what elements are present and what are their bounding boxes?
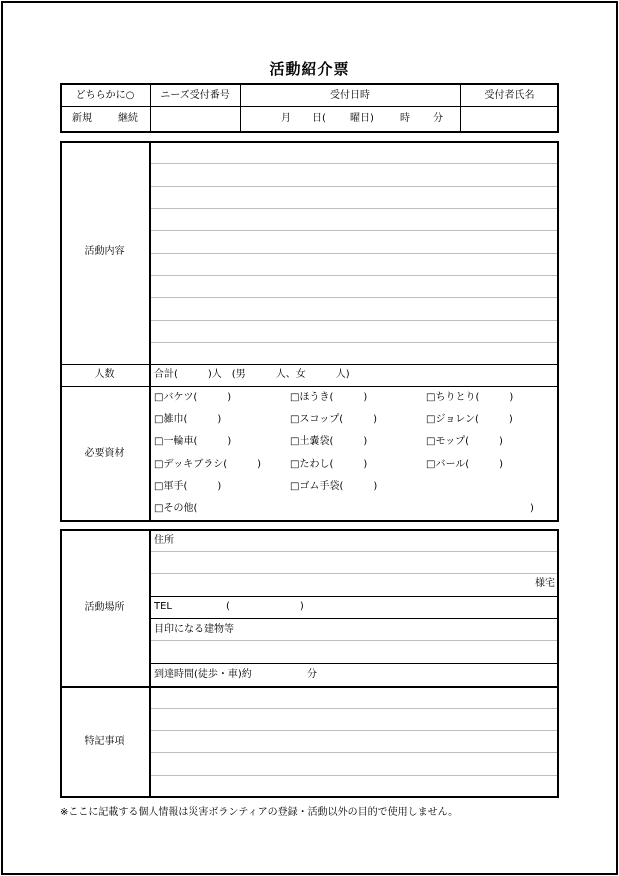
- form-title: 活動紹介票: [269, 60, 350, 78]
- material-sandbag[interactable]: □土嚢袋( ): [290, 436, 368, 447]
- option-continue[interactable]: 継続: [118, 113, 138, 124]
- header-received-datetime-label: 受付日時: [330, 90, 370, 101]
- material-work-gloves[interactable]: □軍手( ): [154, 481, 222, 492]
- date-hour-label: 時: [400, 113, 410, 124]
- special-notes-field[interactable]: [152, 689, 557, 796]
- date-weekday-label: 曜日): [350, 113, 374, 124]
- date-month-label: 月: [281, 113, 291, 124]
- option-new[interactable]: 新規: [72, 113, 92, 124]
- material-other[interactable]: □その他(: [154, 503, 198, 514]
- material-bucket[interactable]: □バケツ( ): [154, 392, 232, 403]
- material-mop[interactable]: □モップ( ): [426, 436, 503, 447]
- header-needs-number-label: ニーズ受付番号: [160, 90, 230, 101]
- location-label: 活動場所: [84, 602, 125, 613]
- material-rubber-gloves[interactable]: □ゴム手袋( ): [290, 481, 378, 492]
- address-field[interactable]: [152, 553, 532, 595]
- tel-field[interactable]: ( ): [226, 601, 304, 612]
- materials-label: 必要資材: [84, 448, 125, 459]
- activity-content-field[interactable]: [152, 143, 557, 363]
- address-label: 住所: [154, 535, 174, 546]
- material-scrub-brush[interactable]: □たわし( ): [290, 459, 368, 470]
- tel-label: TEL: [154, 601, 172, 612]
- header-receiver-name-label: 受付者氏名: [484, 90, 535, 101]
- material-other-close: ): [530, 503, 534, 514]
- material-joren[interactable]: □ジョレン( ): [426, 414, 513, 425]
- header-choose-label: どちらかに○: [75, 90, 135, 101]
- special-notes-label: 特記事項: [84, 736, 125, 747]
- material-shovel[interactable]: □スコップ( ): [290, 414, 378, 425]
- people-count-label: 人数: [94, 369, 115, 380]
- people-count-text[interactable]: 合計( )人 (男 人、女 人): [154, 369, 350, 380]
- needs-number-field[interactable]: [152, 108, 238, 130]
- activity-content-label: 活動内容: [84, 246, 125, 257]
- landmark-field[interactable]: [152, 642, 557, 662]
- arrival-time-label: 到達時間(徒歩・車)約: [154, 669, 252, 680]
- material-deck-brush[interactable]: □デッキブラシ( ): [154, 459, 262, 470]
- material-crowbar[interactable]: □バール( ): [426, 459, 504, 470]
- material-broom[interactable]: □ほうき( ): [290, 392, 368, 403]
- material-rag[interactable]: □雑巾( ): [154, 414, 222, 425]
- landmark-label: 目印になる建物等: [154, 624, 234, 635]
- arrival-time-unit: 分: [307, 669, 317, 680]
- material-dustpan[interactable]: □ちりとり( ): [426, 392, 514, 403]
- date-day-label: 日(: [312, 113, 326, 124]
- receiver-name-field[interactable]: [462, 108, 557, 130]
- date-minute-label: 分: [433, 113, 443, 124]
- address-honorific: 様宅: [535, 578, 555, 589]
- material-wheelbarrow[interactable]: □一輪車( ): [154, 436, 232, 447]
- privacy-footnote: ※ここに記載する個人情報は災害ボランティアの登録・活動以外の目的で使用しません。: [60, 807, 459, 818]
